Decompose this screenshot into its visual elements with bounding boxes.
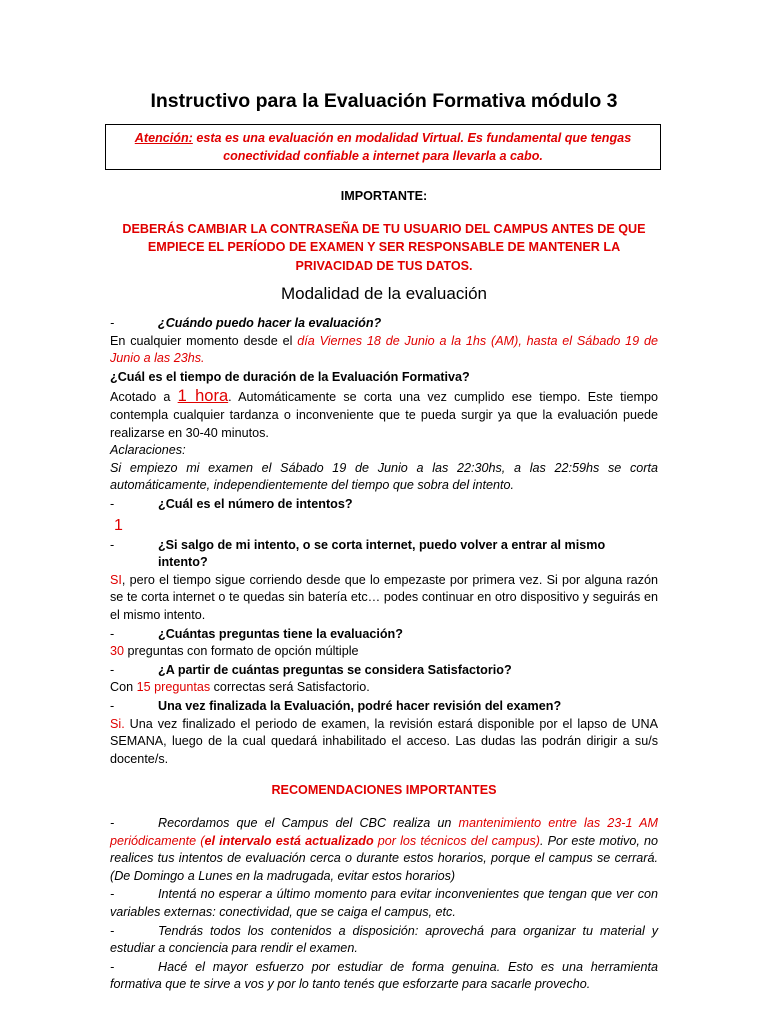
recommendation-early	[110, 886, 658, 921]
rec-text: Tendrás todos los contenidos a disposición: aprovechá para organizar tu material y estudiar a conciencia para rendir el examen.	[110, 923, 658, 956]
answer-highlight: SI	[110, 572, 122, 587]
bullet-dash: -	[110, 662, 115, 677]
rec-highlight: mantenimiento entre las 23-1 AM periódicamente (	[110, 815, 658, 848]
attention-label: Atención:	[134, 131, 193, 145]
answer-highlight: Si.	[110, 716, 125, 731]
rec-text: . Por este motivo, no realices tus intentos de evaluación cerca o durante estos horarios, porque el campus se cerrará. (De Domingo a Lunes en la madrugada, evitar estos horarios)	[110, 833, 659, 883]
answer-passing	[110, 679, 658, 697]
rec-highlight-bold: el intervalo está actualizado	[204, 833, 374, 848]
answer-highlight: 15 preguntas	[136, 680, 211, 695]
important-heading: IMPORTANTE:	[340, 189, 428, 203]
answer-text: . Automáticamente se corta una vez cumplido ese tiempo. Este tiempo contempla cualquier tardanza o inconveniente que te pueda surgir ya que la evaluación puede realizarse en 30-40 minutos.	[110, 390, 658, 440]
clarifications-label: Aclaraciones:	[110, 443, 186, 458]
answer-duration	[110, 388, 658, 442]
rec-highlight: por los técnicos del campus)	[373, 833, 540, 848]
attention-text: esta es una evaluación en modalidad Virtual. Es fundamental que tengas conectividad confiable a internet para llevarla a cabo.	[192, 131, 632, 163]
recommendations-heading: RECOMENDACIONES IMPORTANTES	[271, 783, 497, 798]
question-passing	[110, 662, 658, 680]
rec-text: Intentá no esperar a último momento para evitar inconvenientes que tengan que ver con variables externas: conectividad, que se caiga el campus, etc.	[110, 887, 658, 919]
answer-text: , pero el tiempo sigue corriendo desde que lo empezaste por primera vez. Si por alguna razón se te corta internet o te quedas sin batería etc… podes continuar en otro dispositivo y seguirás en el mismo intento.	[110, 572, 658, 622]
rec-text: Recordamos que el Campus del CBC realiza un	[158, 815, 459, 830]
question-text: ¿A partir de cuántas preguntas se considera Satisfactorio?	[158, 662, 512, 677]
answer-when	[110, 333, 658, 368]
question-text: ¿Cuántas preguntas tiene la evaluación?	[158, 626, 403, 641]
recommendation-materials	[110, 923, 658, 958]
bullet-dash: -	[110, 698, 115, 713]
bullet-dash: -	[110, 316, 115, 331]
question-text: ¿Si salgo de mi intento, o se corta internet, puedo volver a entrar al mismo intento?	[157, 537, 606, 570]
answer-text: Una vez finalizado el periodo de examen, la revisión estará disponible por el lapso de UNA SEMANA, luego de la cual quedará inhabilitado el acceso. Las dudas las podrán dirigir a su/s docente/s.	[110, 716, 658, 766]
attention-notice-box	[105, 124, 661, 170]
question-when	[110, 315, 658, 333]
question-attempts	[110, 496, 658, 514]
answer-text: Con	[110, 680, 137, 695]
answer-highlight: 30	[110, 644, 125, 659]
question-text: ¿Cuándo puedo hacer la evaluación?	[158, 316, 382, 331]
answer-text: correctas será Satisfactorio.	[210, 680, 370, 695]
bullet-dash: -	[110, 959, 115, 974]
answer-count	[110, 643, 658, 661]
document-title: Instructivo para la Evaluación Formativa módulo 3	[150, 90, 618, 112]
clarifications-text: Si empiezo mi examen el Sábado 19 de Junio a las 22:30hs, a las 22:59hs se corta automáticamente, independientemente del tiempo que sobra del intento.	[110, 460, 658, 493]
bullet-dash: -	[110, 626, 115, 641]
answer-text: Acotado a	[110, 390, 178, 405]
answer-highlight: 1 hora	[177, 387, 229, 406]
answer-text: preguntas con formato de opción múltiple	[124, 644, 359, 659]
bullet-dash: -	[110, 887, 115, 902]
answer-highlight: día Viernes 18 de Junio a la 1hs (AM), hasta el Sábado 19 de Junio a las 23hs.	[110, 333, 658, 366]
answer-attempts: 1	[114, 516, 123, 534]
recommendation-genuine	[110, 959, 658, 994]
section-title: Modalidad de la evaluación	[280, 284, 488, 304]
bullet-dash: -	[110, 923, 115, 938]
question-text: ¿Cuál es el número de intentos?	[158, 497, 353, 512]
rec-text: Hacé el mayor esfuerzo por estudiar de forma genuina. Esto es una herramienta formativa que te sirve a vos y por lo tanto tenés que esforzarte para sacarle provecho.	[110, 959, 658, 992]
question-reenter	[110, 537, 658, 572]
bullet-dash: -	[110, 537, 115, 552]
question-review	[110, 698, 658, 716]
answer-review	[110, 716, 658, 769]
bullet-dash: -	[110, 815, 115, 830]
answer-text: En cualquier momento desde el	[110, 333, 298, 348]
password-warning: DEBERÁS CAMBIAR LA CONTRASEÑA DE TU USUARIO DEL CAMPUS ANTES DE QUE EMPIECE EL PERÍODO DE EXAMEN Y SER RESPONSABLE DE MANTENER LA PRIVACIDAD DE TUS DATOS.	[122, 221, 646, 273]
bullet-dash: -	[110, 497, 115, 512]
recommendation-maintenance	[110, 815, 658, 885]
answer-reenter	[110, 572, 658, 625]
question-duration: ¿Cuál es el tiempo de duración de la Evaluación Formativa?	[110, 369, 470, 384]
question-count	[110, 626, 658, 644]
question-text: Una vez finalizada la Evaluación, podré hacer revisión del examen?	[158, 698, 562, 713]
